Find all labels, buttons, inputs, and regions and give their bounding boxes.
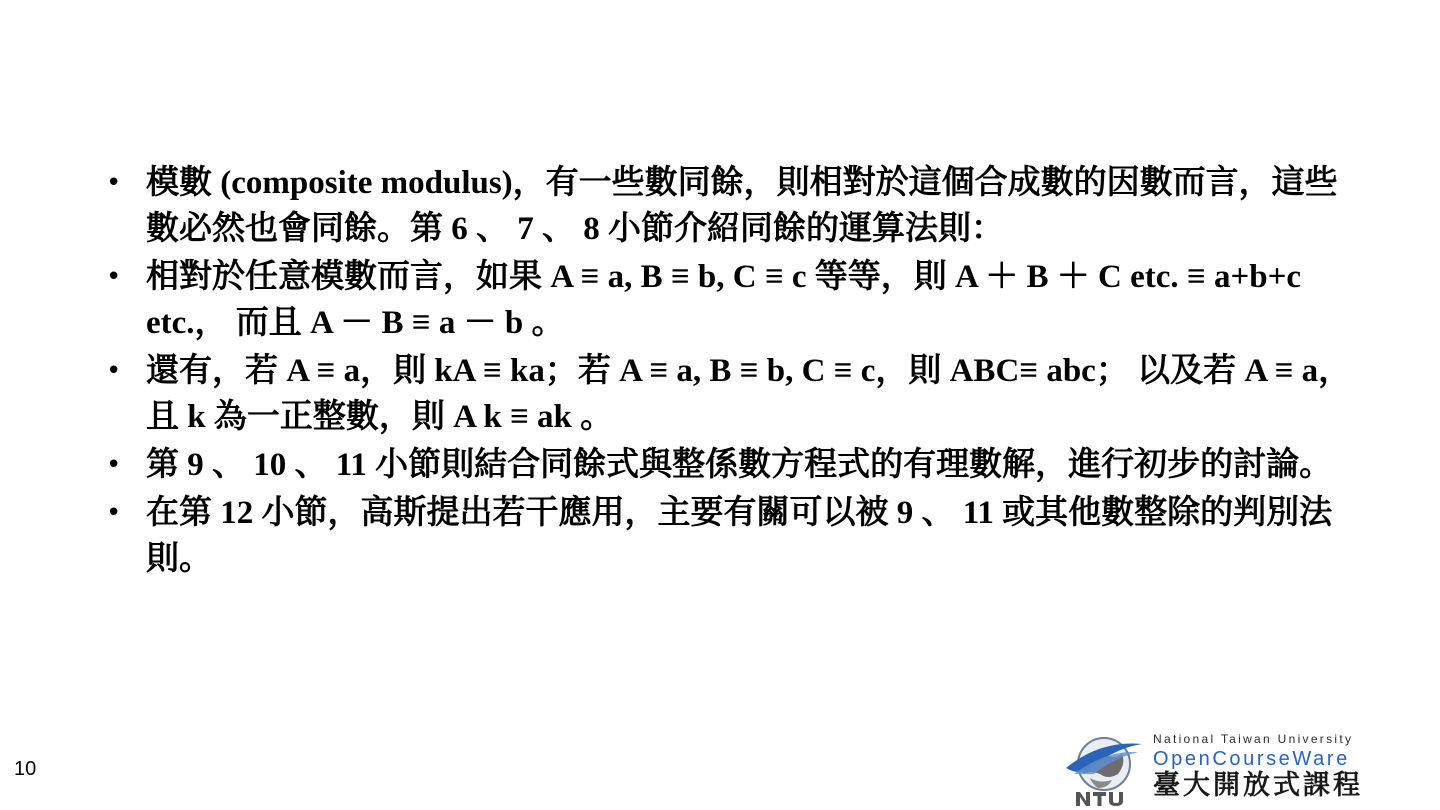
ntu-ocw-logo [1060,730,1430,806]
bullet-text: 相對於任意模數而言，如果 A ≡ a, B ≡ b, C ≡ c 等等，則 A ＋ B ＋ C etc. ≡ a+b+c etc.， 而且 A － B ≡ a － b 。 [146,259,1302,341]
bullet-text: 還有，若 A ≡ a，則 kA ≡ ka；若 A ≡ a, B ≡ b, C ≡ c，則 ABC≡ abc； 以及若 A ≡ a，且 k 為一正整數，則 A k ≡ ak 。 [146,353,1352,435]
bullet-item [100,254,1370,346]
logo-university: National Taiwan University [1153,732,1354,746]
bullet-icon: • [106,356,122,386]
logo-chinese-title: 臺大開放式課程 [1153,770,1363,801]
page-number: 10 [14,758,37,780]
bullet-list [100,160,1370,584]
logo-opencourseware: OpenCourseWare [1153,748,1350,770]
bullet-item [100,160,1370,252]
bullet-text: 第 9 、 10 、 11 小節則結合同餘式與整係數方程式的有理數解，進行初步的討論。 [146,447,1333,483]
bullet-icon: • [106,168,122,198]
bullet-text: 在第 12 小節，高斯提出若干應用，主要有關可以被 9 、 11 或其他數整除的判別法則。 [146,495,1333,577]
bullet-text: 模數 (composite modulus)，有一些數同餘，則相對於這個合成數的因數而言，這些數必然也會同餘。第 6 、 7 、 8 小節介紹同餘的運算法則： [146,165,1338,247]
bullet-icon: • [106,262,122,292]
bullet-icon: • [106,498,122,528]
bullet-item [100,490,1370,582]
bullet-item [100,442,1370,488]
ntu-globe-icon [1060,734,1150,806]
logo-text [1153,730,1429,802]
bullet-icon: • [106,450,122,480]
bullet-item [100,348,1370,440]
